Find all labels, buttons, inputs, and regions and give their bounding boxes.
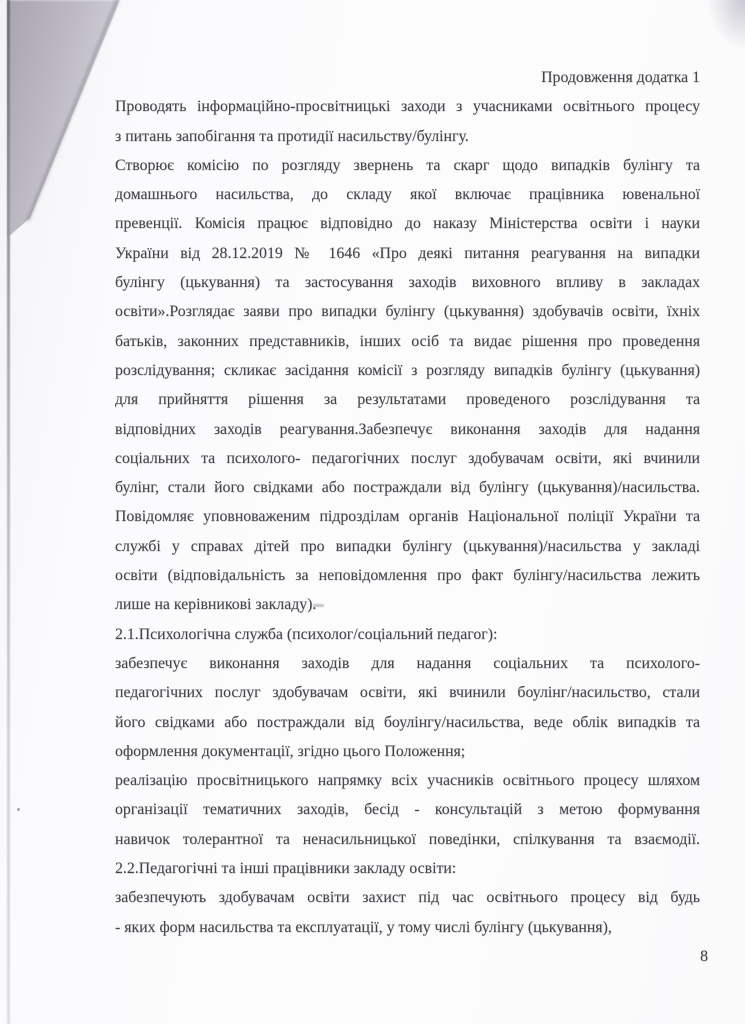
page-number: 8 — [700, 947, 708, 965]
text-line: булінг, стали його свідками або постраждали від булінгу (цькування)/насильства. — [115, 479, 700, 497]
text-line: розслідування; скликає засідання комісії з розгляду випадків булінгу (цькування) — [115, 361, 700, 379]
scan-artifact-dot — [17, 808, 20, 811]
text-line: відповідних заходів реагування.Забезпечує виконання заходів для надання — [115, 420, 700, 438]
text-line: 2.2.Педагогічні та інші працівники закладу освіти: — [115, 860, 457, 878]
document-body — [115, 92, 700, 942]
text-line: превенції. Комісія працює відповідно до наказу Міністерства освіти і науки — [115, 215, 700, 233]
text-line: Створює комісію по розгляду звернень та скарг щодо випадків булінгу та — [115, 156, 700, 174]
text-line: службі у справах дітей про випадки булінгу (цькування)/насильства у закладі — [115, 537, 700, 555]
text-line: домашнього насильства, до складу якої включає працівника ювенальної — [115, 186, 700, 204]
document-content — [115, 63, 708, 971]
text-line: для прийняття рішення за результатами проведеного розслідування та — [115, 391, 700, 409]
text-line: педагогічних послуг здобувачам освіти, які вчинили боулінг/насильство, стали — [115, 684, 700, 702]
text-line: освіти».Розглядає заяви про випадки булінгу (цькування) здобувачів освіти, їхніх — [115, 303, 700, 321]
text-line: реалізацію просвітницького напрямку всіх учасників освітнього процесу шляхом — [115, 772, 700, 790]
text-line: його свідками або постраждали від боулінгу/насильства, веде облік випадків та — [115, 713, 700, 731]
page-header: Продовження додатка 1 — [541, 69, 700, 86]
text-line: - яких форм насильства та експлуатації, у тому числі булінгу (цькування), — [115, 918, 612, 936]
text-line: лише на керівникові закладу). — [115, 596, 317, 614]
text-line: забезпечує виконання заходів для надання соціальних та психолого- — [115, 654, 700, 672]
text-line: 2.1.Психологічна служба (психолог/соціальний педагог): — [115, 625, 498, 643]
text-line: навичок толерантної та ненасильницької поведінки, спілкування та взаємодії. — [115, 830, 700, 848]
text-line: з питань запобігання та протидії насильству/булінгу. — [115, 127, 469, 145]
scan-corner-shadow — [707, 0, 745, 50]
text-line: булінгу (цькування) та застосування заходів виховного впливу в закладах — [115, 274, 700, 292]
text-line: оформлення документації, згідно цього Положення; — [115, 742, 466, 760]
text-line: батьків, законних представників, інших осіб та видає рішення про проведення — [115, 332, 700, 350]
text-line: освіти (відповідальність за неповідомлення про факт булінгу/насильства лежить — [115, 567, 700, 585]
text-line: Повідомляє уповноваженим підрозділам органів Національної поліції України та — [115, 508, 700, 526]
text-line: Проводять інформаційно-просвітницькі заходи з учасниками освітнього процесу — [115, 98, 700, 116]
text-line: України від 28.12.2019 № 1646 «Про деякі питання реагування на випадки — [115, 244, 700, 262]
text-line: забезпечують здобувачам освіти захист під час освітнього процесу від будь — [115, 889, 700, 907]
scan-left-edge-line — [7, 0, 10, 1024]
text-line: організації тематичних заходів, бесід - консультацій з метою формування — [115, 801, 700, 819]
text-line: соціальних та психолого- педагогічних послуг здобувачам освіти, які вчинили — [115, 449, 700, 467]
